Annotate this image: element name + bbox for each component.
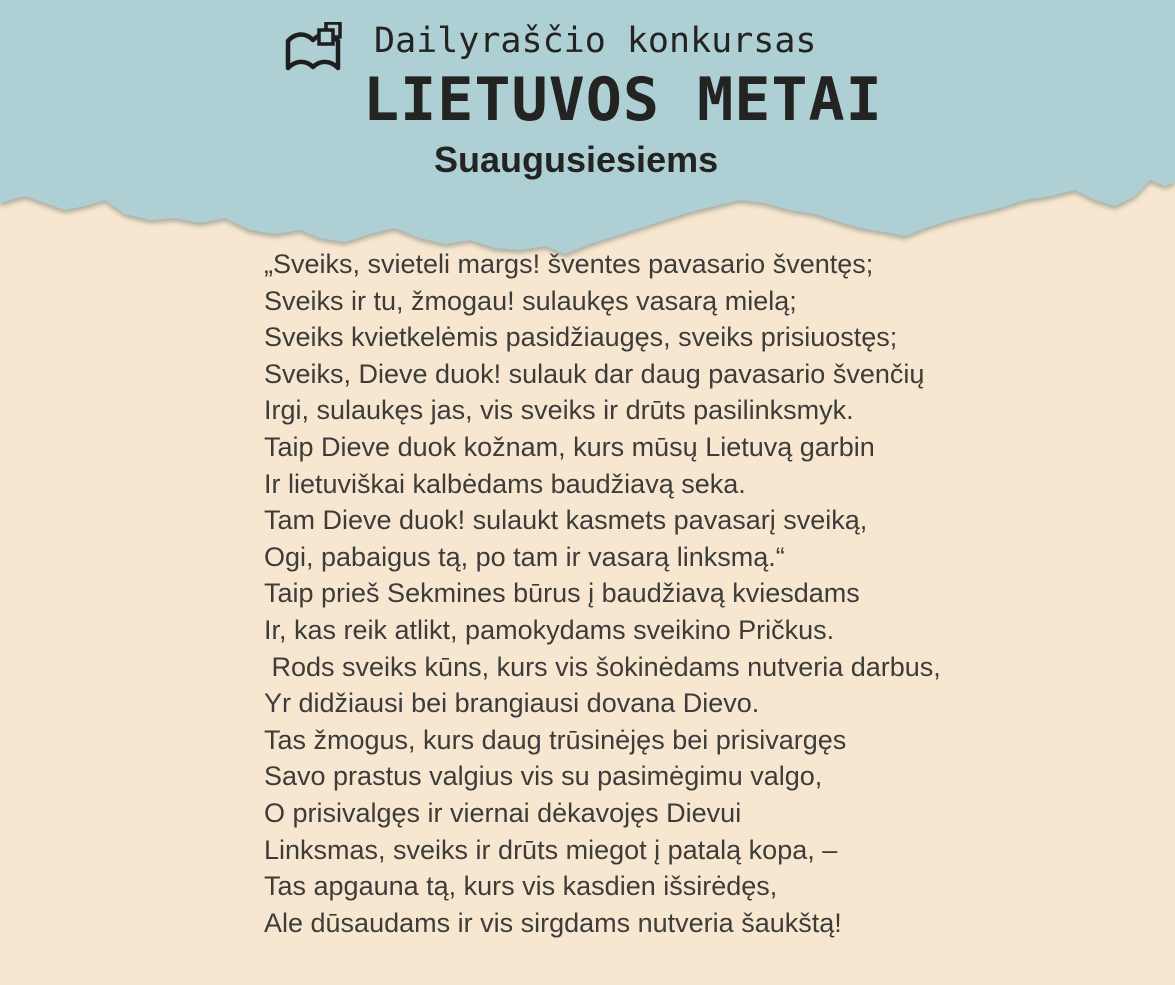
poem-line: Sveiks, Dieve duok! sulauk dar daug pavasario švenčių [264, 358, 925, 389]
poem-line: Taip prieš Sekmines būrus į baudžiavą kviesdams [264, 578, 860, 609]
poem-line: Taip Dieve duok kožnam, kurs mūsų Lietuvą garbin [264, 431, 875, 462]
poem-line: Yr didžiausi bei brangiausi dovana Dievo. [264, 688, 760, 719]
poem-line: „Sveiks, svieteli margs! šventes pavasario šventęs; [264, 249, 874, 279]
poem-line: Sveiks kvietkelėmis pasidžiaugęs, sveiks prisiuostęs; [264, 322, 898, 353]
poem-line: Ir, kas reik atlikt, pamokydams sveikino Pričkus. [264, 614, 835, 645]
poem-line: Tam Dieve duok! sulaukt kasmets pavasarį sveiką, [264, 505, 868, 536]
page-subtitle: Suaugusiesiems [434, 139, 719, 180]
poem-line: Linksmas, sveiks ir drūts miegot į patalą kopa, – [264, 834, 838, 865]
poem-line: Ogi, pabaigus tą, po tam ir vasarą linksmą.“ [264, 541, 785, 572]
poem-line: Savo prastus valgius vis su pasimėgimu valgo, [264, 761, 823, 792]
poem-line: Sveiks ir tu, žmogau! sulaukęs vasarą mielą; [264, 285, 797, 316]
poem-text [264, 246, 941, 941]
poem-line: Rods sveiks kūns, kurs vis šokinėdams nutveria darbus, [264, 651, 941, 682]
poem-line: Tas žmogus, kurs daug trūsinėjęs bei prisivargęs [264, 724, 847, 755]
open-book-icon [282, 22, 346, 84]
poem-line: Tas apgauna tą, kurs vis kasdien išsirėdęs, [264, 871, 778, 902]
contest-label: Dailyraščio konkursas [374, 21, 817, 61]
poem-line: Irgi, sulaukęs jas, vis sveiks ir drūts pasilinksmyk. [264, 395, 854, 426]
poem-line: O prisivalgęs ir viernai dėkavojęs Dievui [264, 797, 742, 828]
poem-line: Ir lietuviškai kalbėdams baudžiavą seka. [264, 468, 746, 499]
poem-line: Ale dūsaudams ir vis sirgdams nutveria šaukštą! [264, 907, 842, 938]
page-title: LIETUVOS METAI [363, 65, 883, 135]
